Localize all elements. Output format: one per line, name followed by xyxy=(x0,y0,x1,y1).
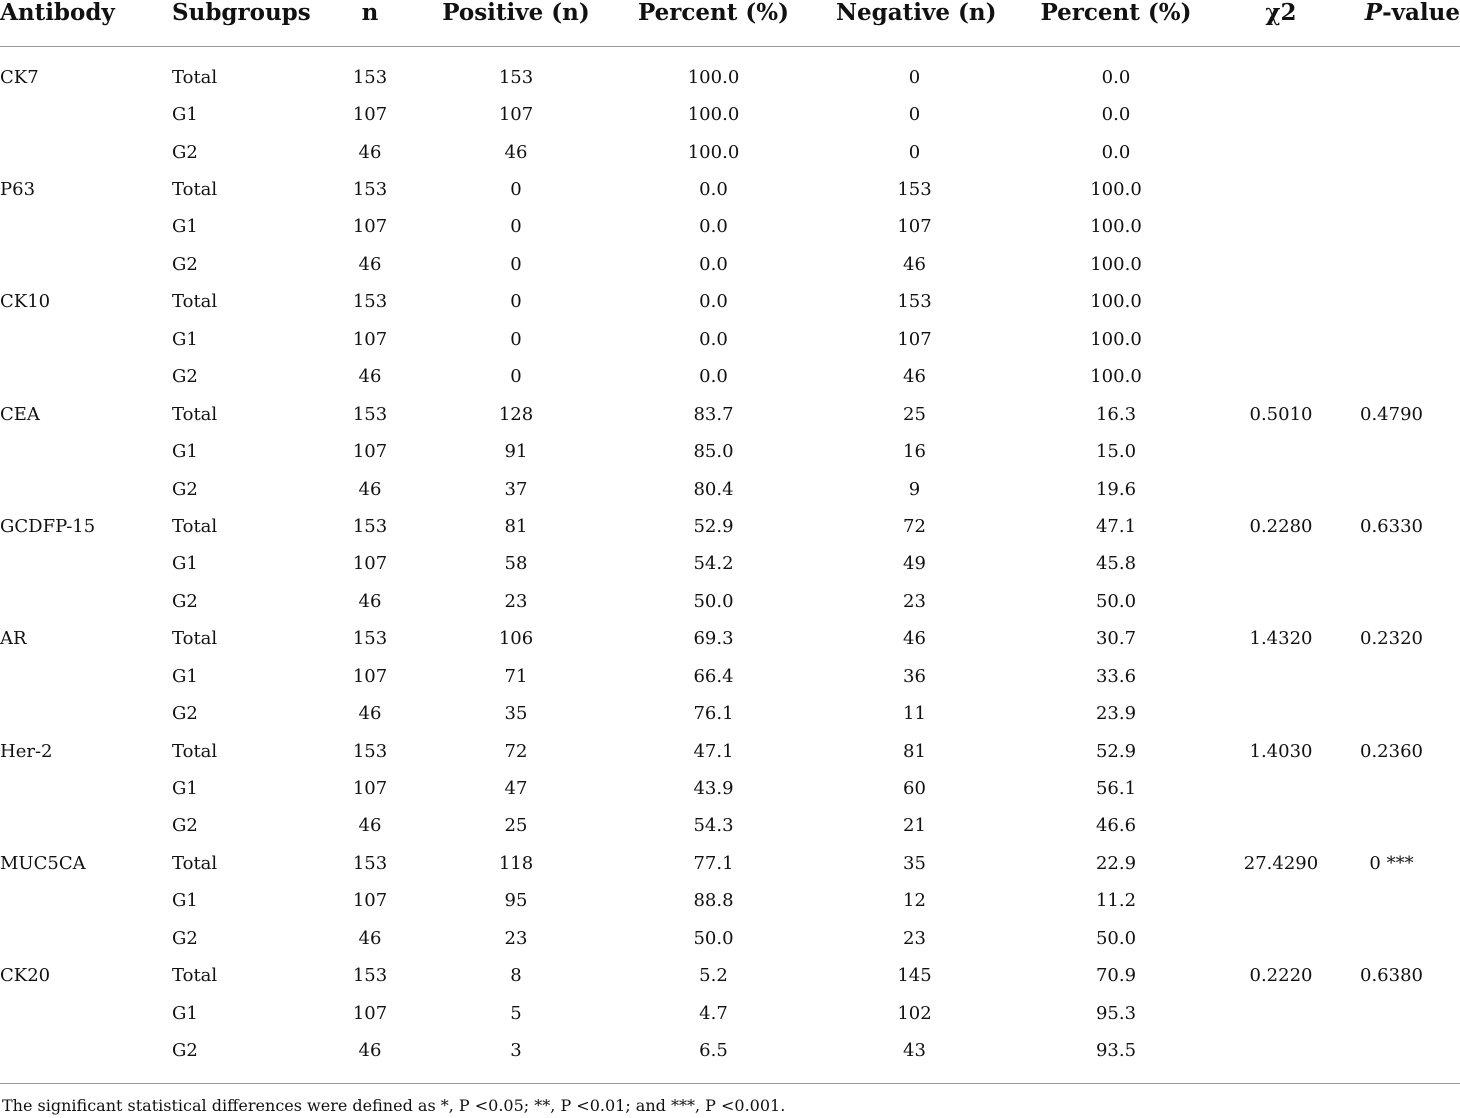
cell-antibody xyxy=(0,209,172,246)
cell-chi-square xyxy=(1239,1032,1323,1069)
cell-n: 46 xyxy=(358,141,382,163)
table-row xyxy=(0,508,1460,545)
cell-p-value xyxy=(1323,246,1460,283)
header-positive-n: Positive (n) xyxy=(441,0,591,47)
cell-n: 153 xyxy=(352,291,388,313)
cell-negative-percent: 15.0 xyxy=(1095,441,1137,463)
cell-antibody xyxy=(0,359,172,396)
cell-subgroup: G2 xyxy=(172,815,198,837)
cell-p-value: 0.4790 xyxy=(1360,403,1423,425)
cell-n: 107 xyxy=(352,665,388,687)
cell-p-value: 0.2320 xyxy=(1360,628,1423,650)
cell-n: 153 xyxy=(352,628,388,650)
cell-p-value xyxy=(1323,883,1460,920)
cell-chi-square: 1.4030 xyxy=(1249,740,1313,762)
cell-positive-n: 5 xyxy=(510,1002,522,1024)
cell-antibody: P63 xyxy=(0,179,36,201)
cell-positive-percent: 77.1 xyxy=(693,852,734,874)
cell-positive-percent: 0.0 xyxy=(699,291,728,313)
table-row xyxy=(0,1032,1460,1069)
cell-n: 153 xyxy=(352,515,388,537)
table-row xyxy=(0,621,1460,658)
cell-chi-square xyxy=(1239,359,1323,396)
cell-p-value xyxy=(1323,1032,1460,1069)
cell-negative-percent: 93.5 xyxy=(1095,1040,1137,1062)
cell-positive-n: 35 xyxy=(504,703,528,725)
cell-negative-percent: 100.0 xyxy=(1090,366,1142,388)
cell-subgroup: G1 xyxy=(172,1002,198,1024)
cell-subgroup: G1 xyxy=(172,441,198,463)
cell-negative-n: 46 xyxy=(903,628,926,650)
cell-positive-percent: 54.3 xyxy=(693,815,734,837)
header-antibody: Antibody xyxy=(0,0,172,47)
cell-antibody xyxy=(0,433,172,470)
cell-antibody: CK7 xyxy=(0,66,39,88)
cell-chi-square xyxy=(1239,658,1323,695)
table-row xyxy=(0,733,1460,770)
cell-positive-n: 128 xyxy=(498,403,534,425)
cell-positive-percent: 52.9 xyxy=(693,515,734,537)
cell-negative-percent: 100.0 xyxy=(1090,291,1142,313)
cell-chi-square xyxy=(1239,246,1323,283)
cell-subgroup: G1 xyxy=(172,778,198,800)
cell-n: 153 xyxy=(352,66,388,88)
cell-subgroup: Total xyxy=(172,291,218,313)
cell-positive-percent: 83.7 xyxy=(693,403,734,425)
cell-negative-n: 12 xyxy=(903,890,926,912)
cell-chi-square: 1.4320 xyxy=(1249,628,1313,650)
cell-n: 153 xyxy=(352,965,388,987)
cell-n: 46 xyxy=(358,815,382,837)
cell-negative-n: 153 xyxy=(897,291,932,313)
table-row xyxy=(0,396,1460,433)
cell-negative-percent: 100.0 xyxy=(1090,179,1142,201)
cell-antibody xyxy=(0,695,172,732)
cell-negative-n: 107 xyxy=(897,216,932,238)
cell-n: 107 xyxy=(352,104,388,126)
table-row xyxy=(0,134,1460,171)
cell-positive-percent: 50.0 xyxy=(693,590,734,612)
cell-chi-square xyxy=(1239,695,1323,732)
cell-p-value xyxy=(1323,134,1460,171)
cell-negative-percent: 52.9 xyxy=(1095,740,1137,762)
cell-positive-n: 95 xyxy=(504,890,528,912)
cell-subgroup: G2 xyxy=(172,927,198,949)
cell-negative-percent: 0.0 xyxy=(1101,66,1131,88)
table-row xyxy=(0,770,1460,807)
cell-subgroup: G2 xyxy=(172,366,198,388)
cell-positive-percent: 0.0 xyxy=(699,253,728,275)
cell-subgroup: G1 xyxy=(172,328,198,350)
cell-n: 46 xyxy=(358,366,382,388)
cell-p-value xyxy=(1323,171,1460,208)
cell-chi-square: 27.4290 xyxy=(1243,852,1319,874)
cell-p-value xyxy=(1323,471,1460,508)
cell-negative-n: 16 xyxy=(903,441,926,463)
cell-p-value xyxy=(1323,770,1460,807)
cell-negative-percent: 19.6 xyxy=(1095,478,1137,500)
cell-antibody xyxy=(0,658,172,695)
cell-n: 153 xyxy=(352,740,388,762)
header-negative-n: Negative (n) xyxy=(836,0,993,47)
cell-subgroup: G2 xyxy=(172,1040,198,1062)
cell-antibody xyxy=(0,920,172,957)
cell-positive-n: 3 xyxy=(510,1040,522,1062)
table-row xyxy=(0,808,1460,845)
cell-positive-percent: 6.5 xyxy=(699,1040,728,1062)
cell-p-value xyxy=(1323,359,1460,396)
cell-negative-percent: 22.9 xyxy=(1095,852,1137,874)
header-n: n xyxy=(299,0,441,47)
cell-chi-square xyxy=(1239,920,1323,957)
cell-negative-percent: 100.0 xyxy=(1090,328,1142,350)
cell-n: 46 xyxy=(358,478,382,500)
table-row xyxy=(0,958,1460,995)
cell-positive-percent: 54.2 xyxy=(693,553,734,575)
cell-chi-square xyxy=(1239,808,1323,845)
cell-positive-n: 106 xyxy=(498,628,534,650)
cell-chi-square xyxy=(1239,883,1323,920)
cell-positive-n: 0 xyxy=(510,328,522,350)
cell-antibody xyxy=(0,134,172,171)
cell-antibody: GCDFP-15 xyxy=(0,515,96,537)
cell-subgroup: G1 xyxy=(172,665,198,687)
cell-positive-n: 37 xyxy=(504,478,528,500)
cell-negative-n: 23 xyxy=(903,927,926,949)
cell-chi-square: 0.2220 xyxy=(1249,965,1313,987)
cell-positive-n: 0 xyxy=(510,366,522,388)
cell-antibody: CEA xyxy=(0,403,40,425)
cell-positive-n: 8 xyxy=(510,965,522,987)
cell-p-value xyxy=(1323,546,1460,583)
cell-negative-n: 0 xyxy=(908,141,921,163)
cell-positive-n: 58 xyxy=(504,553,528,575)
cell-subgroup: G1 xyxy=(172,553,198,575)
cell-positive-percent: 100.0 xyxy=(687,104,740,126)
cell-negative-percent: 47.1 xyxy=(1095,515,1137,537)
cell-negative-percent: 46.6 xyxy=(1095,815,1137,837)
cell-p-value xyxy=(1323,995,1460,1032)
cell-n: 107 xyxy=(352,216,388,238)
header-subgroups: Subgroups xyxy=(172,0,299,47)
cell-positive-n: 72 xyxy=(504,740,528,762)
cell-subgroup: G2 xyxy=(172,478,198,500)
table-header-row xyxy=(0,0,1460,47)
cell-chi-square xyxy=(1239,284,1323,321)
cell-chi-square xyxy=(1239,995,1323,1032)
cell-chi-square xyxy=(1239,47,1323,97)
table-row xyxy=(0,583,1460,620)
table-body xyxy=(0,47,1460,1070)
cell-subgroup: G1 xyxy=(172,104,198,126)
cell-positive-n: 46 xyxy=(504,141,528,163)
cell-positive-n: 71 xyxy=(504,665,528,687)
cell-n: 46 xyxy=(358,927,382,949)
cell-subgroup: Total xyxy=(172,66,218,88)
cell-positive-percent: 4.7 xyxy=(699,1002,728,1024)
header-positive-percent: Percent (%) xyxy=(591,0,836,47)
cell-negative-n: 23 xyxy=(903,590,926,612)
cell-negative-n: 9 xyxy=(908,478,921,500)
header-p-suffix: -value xyxy=(1382,0,1460,26)
cell-positive-percent: 76.1 xyxy=(693,703,734,725)
cell-chi-square xyxy=(1239,471,1323,508)
cell-negative-n: 46 xyxy=(903,253,926,275)
cell-positive-percent: 50.0 xyxy=(693,927,734,949)
cell-negative-n: 0 xyxy=(908,66,921,88)
cell-negative-n: 81 xyxy=(903,740,926,762)
cell-negative-percent: 16.3 xyxy=(1095,403,1137,425)
cell-p-value xyxy=(1323,583,1460,620)
table-footnote: The significant statistical differences were defined as *, P <0.05; **, P <0.01; and ***, P <0.001. xyxy=(2,1096,786,1115)
cell-positive-percent: 88.8 xyxy=(693,890,734,912)
cell-negative-percent: 100.0 xyxy=(1090,253,1142,275)
cell-chi-square: 0.5010 xyxy=(1249,403,1313,425)
cell-negative-n: 36 xyxy=(903,665,926,687)
cell-negative-percent: 0.0 xyxy=(1101,104,1131,126)
table-row xyxy=(0,209,1460,246)
cell-n: 107 xyxy=(352,890,388,912)
cell-positive-percent: 69.3 xyxy=(693,628,734,650)
cell-p-value xyxy=(1323,284,1460,321)
cell-n: 46 xyxy=(358,703,382,725)
cell-negative-percent: 95.3 xyxy=(1095,1002,1137,1024)
cell-chi-square xyxy=(1239,321,1323,358)
table-row xyxy=(0,920,1460,957)
cell-subgroup: G2 xyxy=(172,253,198,275)
table-row xyxy=(0,695,1460,732)
cell-chi-square xyxy=(1239,770,1323,807)
cell-positive-n: 0 xyxy=(510,253,522,275)
cell-negative-n: 72 xyxy=(903,515,926,537)
cell-antibody: AR xyxy=(0,628,27,650)
cell-negative-percent: 33.6 xyxy=(1095,665,1137,687)
cell-negative-n: 35 xyxy=(903,852,926,874)
cell-subgroup: G2 xyxy=(172,703,198,725)
cell-negative-percent: 0.0 xyxy=(1101,141,1131,163)
cell-p-value xyxy=(1323,695,1460,732)
table-row xyxy=(0,995,1460,1032)
table-row xyxy=(0,883,1460,920)
cell-subgroup: G1 xyxy=(172,216,198,238)
cell-antibody xyxy=(0,995,172,1032)
cell-negative-n: 0 xyxy=(908,104,921,126)
cell-positive-n: 47 xyxy=(504,778,528,800)
cell-negative-n: 46 xyxy=(903,366,926,388)
cell-n: 107 xyxy=(352,441,388,463)
cell-positive-percent: 5.2 xyxy=(699,965,728,987)
cell-n: 46 xyxy=(358,590,382,612)
cell-antibody xyxy=(0,1032,172,1069)
cell-positive-n: 91 xyxy=(504,441,528,463)
cell-antibody: CK20 xyxy=(0,965,51,987)
table-row xyxy=(0,96,1460,133)
table-row xyxy=(0,47,1460,97)
header-p-letter: P xyxy=(1364,0,1383,26)
cell-antibody xyxy=(0,546,172,583)
cell-positive-n: 0 xyxy=(510,179,522,201)
cell-negative-percent: 70.9 xyxy=(1095,965,1137,987)
cell-negative-percent: 45.8 xyxy=(1095,553,1137,575)
cell-positive-n: 118 xyxy=(498,852,534,874)
cell-n: 107 xyxy=(352,553,388,575)
cell-negative-n: 102 xyxy=(897,1002,932,1024)
cell-p-value xyxy=(1323,808,1460,845)
cell-n: 153 xyxy=(352,403,388,425)
cell-antibody: Her-2 xyxy=(0,740,53,762)
cell-n: 107 xyxy=(352,778,388,800)
cell-negative-percent: 30.7 xyxy=(1095,628,1137,650)
cell-p-value: 0.2360 xyxy=(1360,740,1423,762)
table-bottom-rule xyxy=(0,1083,1460,1084)
table-row xyxy=(0,658,1460,695)
cell-positive-percent: 47.1 xyxy=(693,740,734,762)
cell-antibody xyxy=(0,583,172,620)
table-row xyxy=(0,471,1460,508)
cell-positive-n: 107 xyxy=(498,104,534,126)
cell-n: 107 xyxy=(352,1002,388,1024)
cell-chi-square: 0.2280 xyxy=(1249,515,1313,537)
cell-negative-percent: 23.9 xyxy=(1095,703,1137,725)
cell-negative-n: 107 xyxy=(897,328,932,350)
cell-negative-n: 21 xyxy=(903,815,926,837)
cell-p-value: 0.6330 xyxy=(1360,515,1423,537)
header-p-value xyxy=(1323,0,1460,47)
cell-positive-percent: 0.0 xyxy=(699,328,728,350)
cell-n: 153 xyxy=(352,852,388,874)
cell-p-value xyxy=(1323,433,1460,470)
cell-positive-percent: 43.9 xyxy=(693,778,734,800)
cell-positive-n: 0 xyxy=(510,216,522,238)
cell-negative-percent: 11.2 xyxy=(1095,890,1137,912)
cell-negative-n: 49 xyxy=(903,553,926,575)
cell-negative-n: 145 xyxy=(897,965,932,987)
cell-subgroup: Total xyxy=(172,515,218,537)
cell-antibody xyxy=(0,471,172,508)
cell-subgroup: Total xyxy=(172,628,218,650)
header-chi-square: χ2 xyxy=(1239,0,1323,47)
table-row xyxy=(0,321,1460,358)
cell-positive-n: 23 xyxy=(504,590,528,612)
cell-negative-n: 25 xyxy=(903,403,926,425)
cell-chi-square xyxy=(1239,209,1323,246)
cell-positive-percent: 100.0 xyxy=(687,141,740,163)
cell-antibody xyxy=(0,770,172,807)
cell-positive-n: 153 xyxy=(498,66,534,88)
cell-positive-percent: 0.0 xyxy=(699,366,728,388)
table-row xyxy=(0,246,1460,283)
cell-negative-percent: 50.0 xyxy=(1095,927,1137,949)
cell-p-value xyxy=(1323,321,1460,358)
table-row xyxy=(0,171,1460,208)
cell-subgroup: Total xyxy=(172,403,218,425)
cell-p-value: 0.6380 xyxy=(1360,965,1423,987)
cell-p-value xyxy=(1323,209,1460,246)
cell-positive-percent: 80.4 xyxy=(693,478,734,500)
cell-subgroup: Total xyxy=(172,740,218,762)
table-row xyxy=(0,433,1460,470)
cell-n: 153 xyxy=(352,179,388,201)
cell-antibody xyxy=(0,246,172,283)
cell-positive-percent: 85.0 xyxy=(693,441,734,463)
table-row xyxy=(0,284,1460,321)
cell-negative-percent: 56.1 xyxy=(1095,778,1137,800)
cell-subgroup: G2 xyxy=(172,590,198,612)
cell-chi-square xyxy=(1239,171,1323,208)
cell-chi-square xyxy=(1239,134,1323,171)
cell-negative-n: 43 xyxy=(903,1040,926,1062)
cell-negative-n: 60 xyxy=(903,778,926,800)
cell-positive-percent: 66.4 xyxy=(693,665,734,687)
cell-positive-n: 23 xyxy=(504,927,528,949)
cell-positive-n: 25 xyxy=(504,815,528,837)
cell-chi-square xyxy=(1239,96,1323,133)
cell-negative-percent: 100.0 xyxy=(1090,216,1142,238)
cell-p-value xyxy=(1323,658,1460,695)
cell-subgroup: Total xyxy=(172,852,218,874)
cell-antibody xyxy=(0,96,172,133)
cell-n: 107 xyxy=(352,328,388,350)
cell-subgroup: Total xyxy=(172,179,218,201)
cell-antibody: CK10 xyxy=(0,291,51,313)
cell-p-value xyxy=(1323,920,1460,957)
cell-subgroup: Total xyxy=(172,965,218,987)
cell-antibody xyxy=(0,321,172,358)
cell-p-value: 0 *** xyxy=(1369,852,1414,874)
table-row xyxy=(0,359,1460,396)
cell-positive-n: 0 xyxy=(510,291,522,313)
cell-positive-percent: 0.0 xyxy=(699,179,728,201)
table-row xyxy=(0,546,1460,583)
cell-p-value xyxy=(1323,47,1460,97)
cell-positive-n: 81 xyxy=(504,515,528,537)
cell-positive-percent: 0.0 xyxy=(699,216,728,238)
cell-chi-square xyxy=(1239,546,1323,583)
table-row xyxy=(0,845,1460,882)
cell-negative-n: 11 xyxy=(903,703,926,725)
cell-antibody: MUC5CA xyxy=(0,852,86,874)
cell-antibody xyxy=(0,883,172,920)
cell-n: 46 xyxy=(358,253,382,275)
cell-antibody xyxy=(0,808,172,845)
cell-positive-percent: 100.0 xyxy=(687,66,740,88)
cell-subgroup: G1 xyxy=(172,890,198,912)
cell-negative-percent: 50.0 xyxy=(1095,590,1137,612)
cell-n: 46 xyxy=(358,1040,382,1062)
header-negative-percent: Percent (%) xyxy=(993,0,1239,47)
cell-chi-square xyxy=(1239,433,1323,470)
cell-p-value xyxy=(1323,96,1460,133)
cell-subgroup: G2 xyxy=(172,141,198,163)
cell-chi-square xyxy=(1239,583,1323,620)
cell-negative-n: 153 xyxy=(897,179,932,201)
